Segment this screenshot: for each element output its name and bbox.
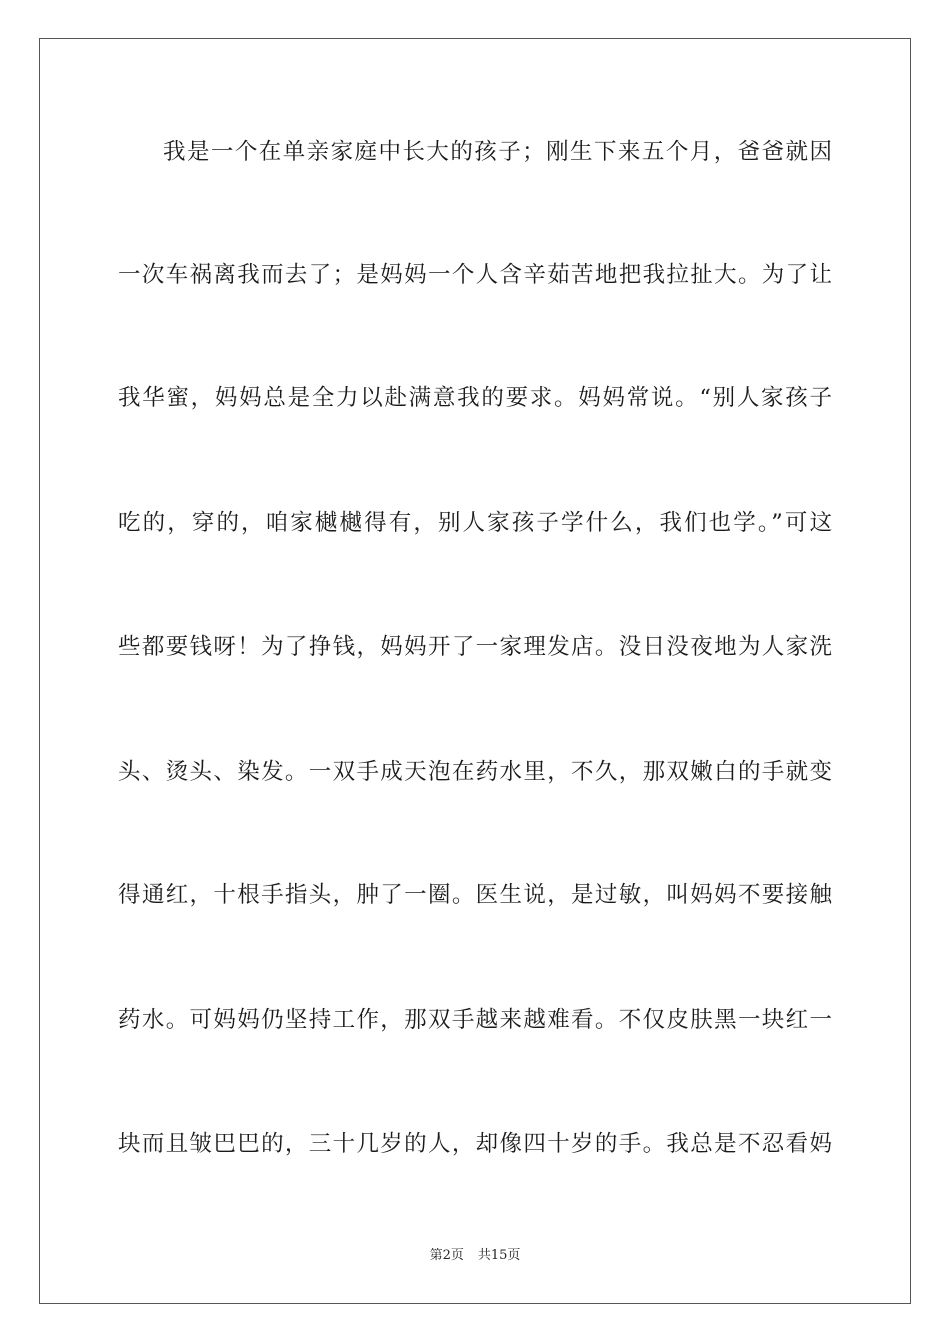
page-footer xyxy=(0,1247,950,1265)
text-line-6: 头、烫头、染发。一双手成天泡在药水里，不久，那双嫩白的手就变 xyxy=(118,759,832,785)
text-line-4: 吃的，穿的，咱家樾樾得有，别人家孩子学什么，我们也学。”可这 xyxy=(118,510,832,536)
text-line-2: 一次车祸离我而去了；是妈妈一个人含辛茹苦地把我拉扯大。为了让 xyxy=(118,262,832,288)
text-line-3: 我华蜜，妈妈总是全力以赴满意我的要求。妈妈常说。“别人家孩子 xyxy=(118,385,832,411)
text-line-1: 我是一个在单亲家庭中长大的孩子；刚生下来五个月，爸爸就因 xyxy=(163,139,832,165)
page-border xyxy=(39,38,911,1304)
total-pages: 共15页 xyxy=(477,1248,521,1263)
text-line-7: 得通红，十根手指头，肿了一圈。医生说，是过敏，叫妈妈不要接触 xyxy=(118,882,832,908)
text-line-8: 药水。可妈妈仍坚持工作，那双手越来越难看。不仅皮肤黑一块红一 xyxy=(118,1007,832,1033)
text-line-5: 些都要钱呀！为了挣钱，妈妈开了一家理发店。没日没夜地为人家洗 xyxy=(118,634,832,660)
text-line-9: 块而且皱巴巴的，三十几岁的人，却像四十岁的手。我总是不忍看妈 xyxy=(118,1131,832,1157)
current-page-number: 第2页 xyxy=(429,1248,464,1263)
